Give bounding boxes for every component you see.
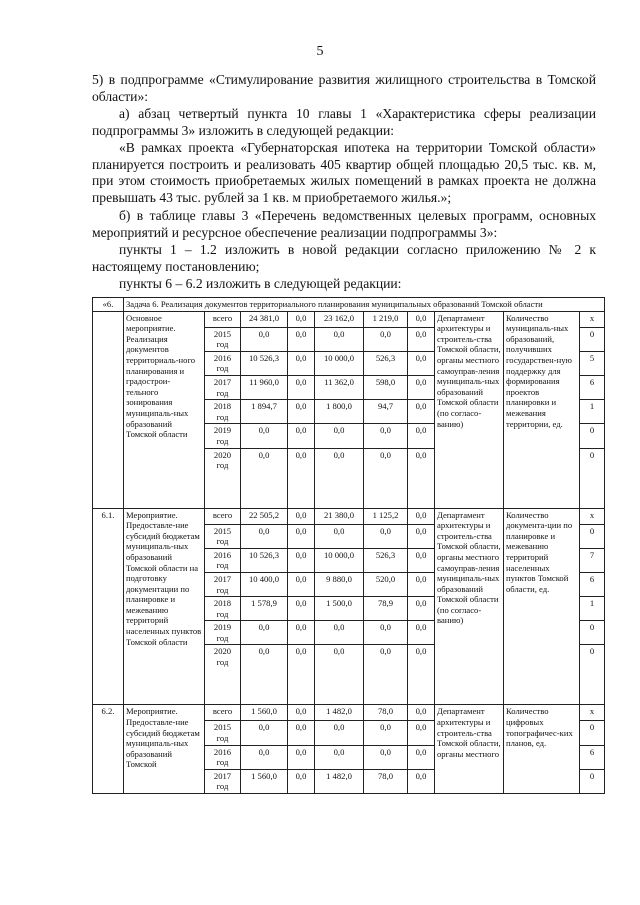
total-cell: 24 381,0: [241, 311, 288, 327]
indicator-value: 5: [580, 351, 605, 375]
page-number: 5: [316, 44, 324, 59]
indicator-name: Количество документа-ции по планировке и межеванию территорий населенных пунктов Томской области, ед.: [504, 508, 580, 705]
year-cell: 2019 год: [205, 424, 241, 448]
local-cell: 78,9: [364, 597, 408, 621]
executor-cell: Департамент архитектуры и строитель-ства Томской области, органы местного самоуправ-ления муниципаль-ных образований Томской области (по согласо-ванию): [435, 508, 504, 705]
federal-cell: 0,0: [288, 548, 315, 572]
year-cell: 2016 год: [205, 548, 241, 572]
year-cell: 2017 год: [205, 572, 241, 596]
table-row: [93, 311, 605, 327]
total-cell: 0,0: [241, 327, 288, 351]
table-row: [93, 705, 605, 721]
row-number: 6.2.: [93, 705, 124, 794]
row-number: 6.1.: [93, 508, 124, 705]
extra-cell: 0,0: [408, 548, 435, 572]
federal-cell: 0,0: [288, 721, 315, 745]
total-cell: 0,0: [241, 721, 288, 745]
regional-cell: 0,0: [315, 424, 364, 448]
indicator-name: Количество муниципаль-ных образований, получивших государствен-ную поддержку для формирования проектов планировки и межевания территории, ед.: [504, 311, 580, 508]
local-cell: 0,0: [364, 448, 408, 508]
year-cell: 2016 год: [205, 745, 241, 769]
regional-cell: 21 380,0: [315, 508, 364, 524]
activity-name: Мероприятие. Предоставле-ние субсидий бюджетам муниципаль-ных образований Томской: [124, 705, 205, 794]
regional-cell: 23 162,0: [315, 311, 364, 327]
extra-cell: 0,0: [408, 524, 435, 548]
federal-cell: 0,0: [288, 769, 315, 793]
local-cell: 0,0: [364, 721, 408, 745]
indicator-value: 0: [580, 524, 605, 548]
local-cell: 0,0: [364, 745, 408, 769]
regional-cell: 0,0: [315, 524, 364, 548]
federal-cell: 0,0: [288, 327, 315, 351]
local-cell: 1 125,2: [364, 508, 408, 524]
indicator-value: 6: [580, 745, 605, 769]
paragraph-b: б) в таблице главы 3 «Перечень ведомственных целевых программ, основных мероприятий и ресурсное обеспечение реализации подпрограммы 3»:: [92, 208, 596, 240]
paragraph-points-1: пункты 1 – 1.2 изложить в новой редакции согласно приложению № 2 к настоящему постановлению;: [92, 242, 596, 274]
year-cell: всего: [205, 311, 241, 327]
extra-cell: 0,0: [408, 351, 435, 375]
extra-cell: 0,0: [408, 400, 435, 424]
indicator-value: 0: [580, 327, 605, 351]
year-cell: 2020 год: [205, 448, 241, 508]
extra-cell: 0,0: [408, 375, 435, 399]
total-cell: 11 960,0: [241, 375, 288, 399]
local-cell: 526,3: [364, 548, 408, 572]
year-cell: 2016 год: [205, 351, 241, 375]
paragraph-points-6: пункты 6 – 6.2 изложить в следующей редакции:: [119, 276, 402, 291]
extra-cell: 0,0: [408, 621, 435, 645]
year-cell: 2015 год: [205, 721, 241, 745]
local-cell: 0,0: [364, 524, 408, 548]
federal-cell: 0,0: [288, 508, 315, 524]
paragraph-quote: «В рамках проекта «Губернаторская ипотека на территории Томской области» планируется построить и реализовать 405 квартир общей площадью 20,5 тыс. кв. м, при этом стоимость приобретаемых жилых помещений в рамках проекта не должна превышать 43 тыс. рублей за 1 кв. м приобретаемого жилья.»;: [92, 140, 596, 205]
extra-cell: 0,0: [408, 508, 435, 524]
indicator-value: х: [580, 508, 605, 524]
activity-name: Основное мероприятие. Реализация документов территориаль-ного планирования и градострои-тельного зонирования муниципаль-ных образований Томской области: [124, 311, 205, 508]
local-cell: 598,0: [364, 375, 408, 399]
total-cell: 1 894,7: [241, 400, 288, 424]
total-cell: 10 526,3: [241, 351, 288, 375]
total-cell: 0,0: [241, 524, 288, 548]
year-cell: 2015 год: [205, 327, 241, 351]
indicator-value: х: [580, 705, 605, 721]
federal-cell: 0,0: [288, 311, 315, 327]
total-cell: 10 526,3: [241, 548, 288, 572]
federal-cell: 0,0: [288, 524, 315, 548]
indicator-value: 7: [580, 548, 605, 572]
total-cell: 22 505,2: [241, 508, 288, 524]
row-number: [93, 311, 124, 508]
indicator-value: 0: [580, 448, 605, 508]
total-cell: 1 578,9: [241, 597, 288, 621]
extra-cell: 0,0: [408, 645, 435, 705]
local-cell: 520,0: [364, 572, 408, 596]
federal-cell: 0,0: [288, 351, 315, 375]
indicator-value: 1: [580, 597, 605, 621]
local-cell: 78,0: [364, 769, 408, 793]
total-cell: 1 560,0: [241, 769, 288, 793]
extra-cell: 0,0: [408, 597, 435, 621]
regional-cell: 1 482,0: [315, 769, 364, 793]
federal-cell: 0,0: [288, 572, 315, 596]
indicator-value: 6: [580, 375, 605, 399]
indicator-value: 1: [580, 400, 605, 424]
year-cell: 2020 год: [205, 645, 241, 705]
year-cell: 2019 год: [205, 621, 241, 645]
extra-cell: 0,0: [408, 745, 435, 769]
year-cell: 2018 год: [205, 400, 241, 424]
indicator-name: Количество цифровых топографичес-ких планов, ед.: [504, 705, 580, 794]
regional-cell: 9 880,0: [315, 572, 364, 596]
federal-cell: 0,0: [288, 375, 315, 399]
federal-cell: 0,0: [288, 621, 315, 645]
indicator-value: 0: [580, 769, 605, 793]
total-cell: 0,0: [241, 645, 288, 705]
local-cell: 94,7: [364, 400, 408, 424]
total-cell: 0,0: [241, 621, 288, 645]
regional-cell: 1 482,0: [315, 705, 364, 721]
regional-cell: 0,0: [315, 721, 364, 745]
total-cell: 10 400,0: [241, 572, 288, 596]
local-cell: 526,3: [364, 351, 408, 375]
header-task: Задача 6. Реализация документов территориального планирования муниципальных образований Томской области: [124, 298, 605, 312]
extra-cell: 0,0: [408, 311, 435, 327]
federal-cell: 0,0: [288, 645, 315, 705]
paragraph-subprogram: 5) в подпрограмме «Стимулирование развития жилищного строительства в Томской области»:: [92, 72, 596, 104]
table-row: [93, 508, 605, 524]
year-cell: 2017 год: [205, 375, 241, 399]
total-cell: 0,0: [241, 745, 288, 769]
indicator-value: 6: [580, 572, 605, 596]
indicator-value: х: [580, 311, 605, 327]
extra-cell: 0,0: [408, 448, 435, 508]
federal-cell: 0,0: [288, 705, 315, 721]
regional-cell: 0,0: [315, 645, 364, 705]
year-cell: 2017 год: [205, 769, 241, 793]
executor-cell: Департамент архитектуры и строитель-ства Томской области, органы местного: [435, 705, 504, 794]
extra-cell: 0,0: [408, 424, 435, 448]
extra-cell: 0,0: [408, 327, 435, 351]
year-cell: всего: [205, 508, 241, 524]
regional-cell: 0,0: [315, 327, 364, 351]
total-cell: 1 560,0: [241, 705, 288, 721]
regional-cell: 10 000,0: [315, 548, 364, 572]
extra-cell: 0,0: [408, 721, 435, 745]
regional-cell: 11 362,0: [315, 375, 364, 399]
regional-cell: 0,0: [315, 448, 364, 508]
table-header-row: [93, 298, 605, 312]
regional-cell: 0,0: [315, 745, 364, 769]
extra-cell: 0,0: [408, 769, 435, 793]
regional-cell: 0,0: [315, 621, 364, 645]
regional-cell: 1 500,0: [315, 597, 364, 621]
federal-cell: 0,0: [288, 448, 315, 508]
federal-cell: 0,0: [288, 745, 315, 769]
local-cell: 0,0: [364, 645, 408, 705]
total-cell: 0,0: [241, 448, 288, 508]
executor-cell: Департамент архитектуры и строитель-ства Томской области, органы местного самоуправ-ления муниципаль-ных образований Томской области (по согласо-ванию): [435, 311, 504, 508]
year-cell: всего: [205, 705, 241, 721]
regional-cell: 10 000,0: [315, 351, 364, 375]
program-table: [92, 297, 605, 794]
extra-cell: 0,0: [408, 572, 435, 596]
indicator-value: 0: [580, 721, 605, 745]
local-cell: 78,0: [364, 705, 408, 721]
federal-cell: 0,0: [288, 424, 315, 448]
year-cell: 2018 год: [205, 597, 241, 621]
local-cell: 0,0: [364, 327, 408, 351]
activity-name: Мероприятие. Предоставле-ние субсидий бюджетам муниципаль-ных образований Томской области на подготовку документации по планировке и межеванию территорий населенных пунктов Томской области: [124, 508, 205, 705]
indicator-value: 0: [580, 621, 605, 645]
local-cell: 1 219,0: [364, 311, 408, 327]
regional-cell: 1 800,0: [315, 400, 364, 424]
indicator-value: 0: [580, 645, 605, 705]
local-cell: 0,0: [364, 424, 408, 448]
extra-cell: 0,0: [408, 705, 435, 721]
header-num: «6.: [93, 298, 124, 312]
federal-cell: 0,0: [288, 597, 315, 621]
total-cell: 0,0: [241, 424, 288, 448]
indicator-value: 0: [580, 424, 605, 448]
paragraph-a: а) абзац четвертый пункта 10 главы 1 «Характеристика сферы реализации подпрограммы 3» изложить в следующей редакции:: [92, 106, 596, 138]
year-cell: 2015 год: [205, 524, 241, 548]
local-cell: 0,0: [364, 621, 408, 645]
federal-cell: 0,0: [288, 400, 315, 424]
